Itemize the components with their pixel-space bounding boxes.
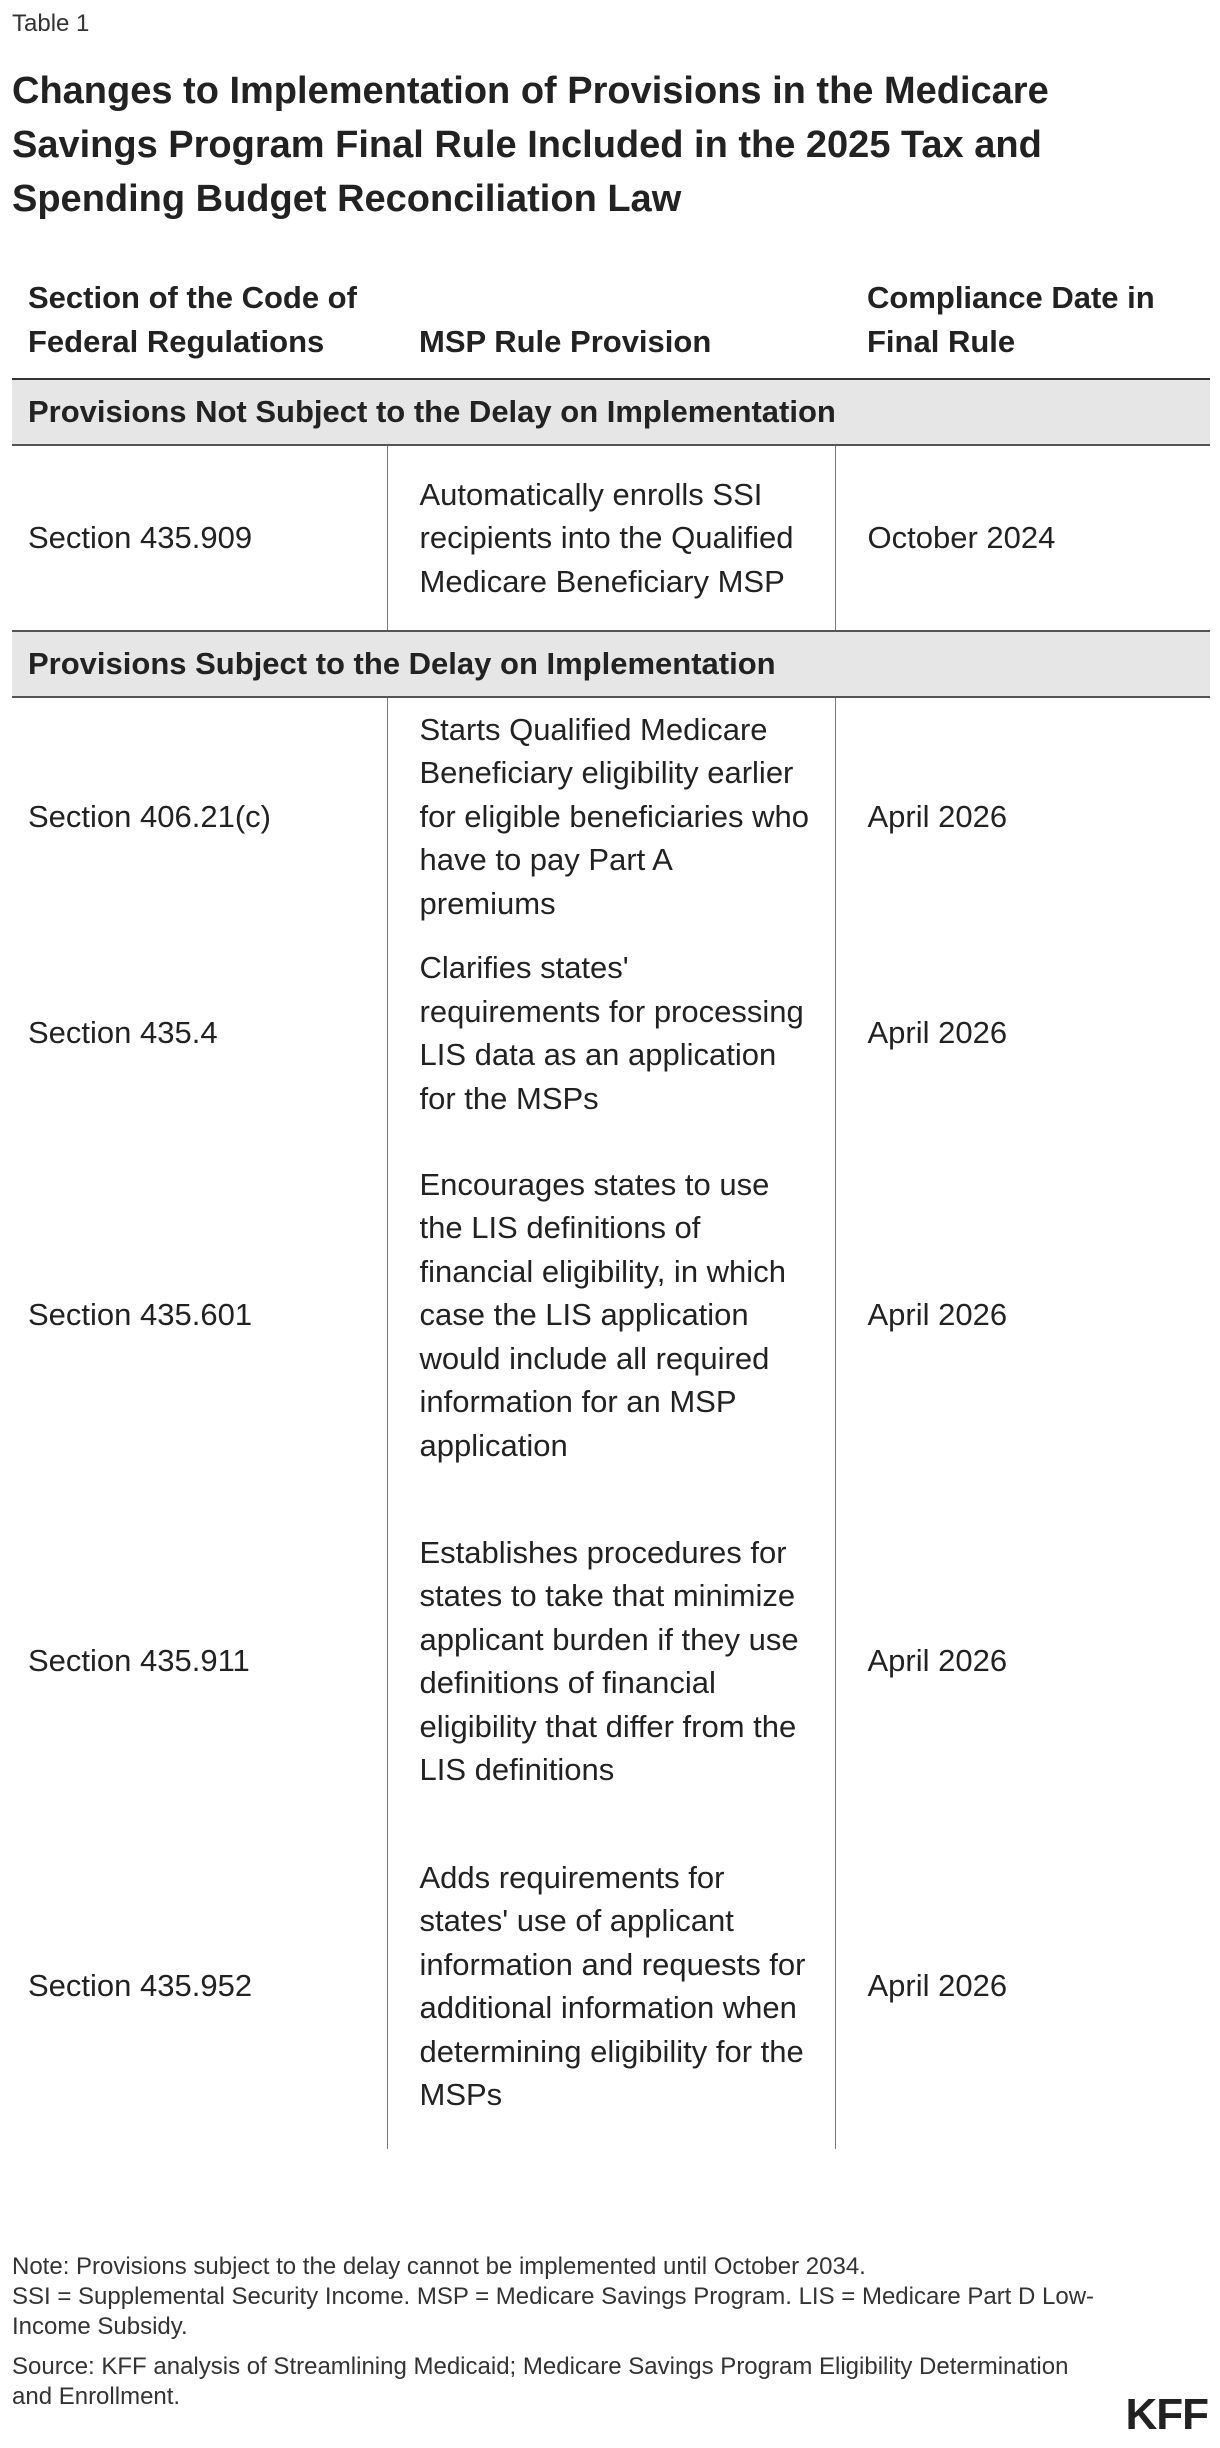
cell-date: April 2026 <box>867 1015 1008 1051</box>
group-label-delayed: Provisions Subject to the Delay on Implementation <box>12 631 1210 697</box>
provisions-table <box>12 270 1210 2149</box>
source-text: Source: KFF analysis of Streamlining Medicaid; Medicare Savings Program Eligibility Determination and Enrollment. <box>12 2353 1069 2410</box>
group-label-not-delayed: Provisions Not Subject to the Delay on Implementation <box>12 379 1210 445</box>
table-row <box>12 445 1210 631</box>
column-header-compliance-date: Compliance Date in Final Rule <box>835 270 1210 379</box>
cell-section: Section 435.4 <box>28 1015 218 1051</box>
table-label: Table 1 <box>12 10 90 37</box>
cell-date: April 2026 <box>867 1297 1008 1333</box>
cell-section: Section 435.601 <box>28 1297 253 1333</box>
cell-provision: Encourages states to use the LIS definitions of financial eligibility, in which case the LIS application would include all required information for an MSP application <box>387 1131 835 1499</box>
cell-section: Section 435.911 <box>28 1643 250 1679</box>
table-header-row <box>12 270 1210 379</box>
kff-logo: KFF <box>1125 2390 1208 2439</box>
cell-provision: Starts Qualified Medicare Beneficiary eligibility earlier for eligible beneficiaries who have to pay Part A premiums <box>387 697 835 935</box>
group-header-row <box>12 631 1210 697</box>
table-row <box>12 1499 1210 1823</box>
table-row <box>12 1823 1210 2149</box>
cell-section: Section 435.909 <box>28 520 253 556</box>
table-row <box>12 935 1210 1131</box>
cell-date: October 2024 <box>867 520 1056 556</box>
group-header-row <box>12 379 1210 445</box>
page-title: Changes to Implementation of Provisions in the Medicare Savings Program Final Rule Included in the 2025 Tax and Spending Budget Reconciliation Law <box>12 70 1049 220</box>
footnotes <box>12 2252 1112 2412</box>
table-row <box>12 1131 1210 1499</box>
cell-provision: Automatically enrolls SSI recipients into the Qualified Medicare Beneficiary MSP <box>387 445 835 631</box>
abbreviations-text: SSI = Supplemental Security Income. MSP = Medicare Savings Program. LIS = Medicare Part D Low-Income Subsidy. <box>12 2283 1095 2340</box>
cell-date: April 2026 <box>867 1643 1008 1679</box>
cell-provision: Establishes procedures for states to take that minimize applicant burden if they use definitions of financial eligibility that differ from the LIS definitions <box>387 1499 835 1823</box>
table-row <box>12 697 1210 935</box>
note-text: Note: Provisions subject to the delay cannot be implemented until October 2034. <box>12 2253 866 2280</box>
cell-provision: Clarifies states' requirements for processing LIS data as an application for the MSPs <box>387 935 835 1131</box>
cell-provision: Adds requirements for states' use of applicant information and requests for additional information when determining eligibility for the MSPs <box>387 1823 835 2149</box>
column-header-provision: MSP Rule Provision <box>387 270 835 379</box>
cell-date: April 2026 <box>867 1968 1008 2004</box>
cell-section: Section 435.952 <box>28 1968 253 2004</box>
cell-date: April 2026 <box>867 798 1008 834</box>
column-header-section: Section of the Code of Federal Regulations <box>12 270 387 379</box>
cell-section: Section 406.21(c) <box>28 798 271 834</box>
